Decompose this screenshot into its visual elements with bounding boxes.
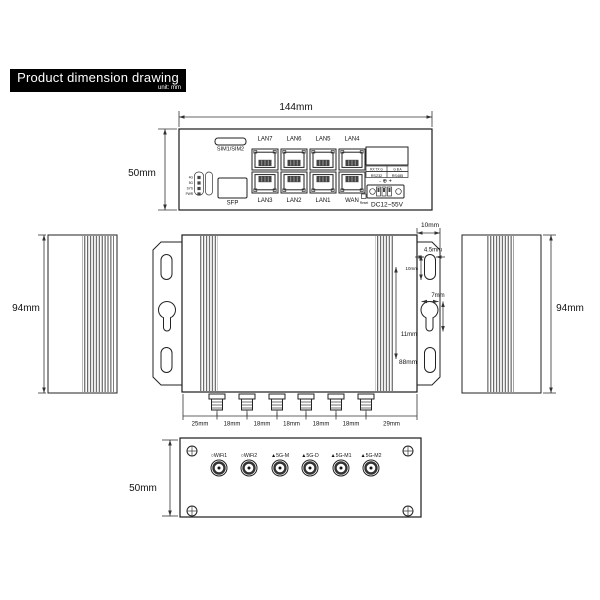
sim-slot-label: SIM1/SIM2 bbox=[216, 146, 245, 153]
mounting-flange-left bbox=[153, 242, 182, 385]
lan-port-label: LAN2 bbox=[286, 198, 302, 204]
mounting-keyhole bbox=[421, 301, 438, 331]
rj45-port bbox=[339, 172, 365, 193]
antenna-port-label: ▲5G-M1 bbox=[330, 453, 352, 459]
dim-slot-width-4-5mm bbox=[415, 248, 445, 259]
sfp-port bbox=[218, 178, 247, 198]
rj45-port bbox=[281, 149, 307, 170]
dim-label: 4.5mm bbox=[423, 247, 443, 254]
bottom-panel-outline bbox=[180, 438, 421, 517]
page-title: Product dimension drawing bbox=[17, 70, 179, 85]
mounting-flange-right bbox=[417, 242, 443, 385]
front-panel-view bbox=[128, 102, 432, 210]
rj45-port bbox=[310, 172, 336, 193]
antenna-spacing-label: 18mm bbox=[283, 421, 300, 428]
lan-port-label: WAN bbox=[345, 198, 359, 204]
dim-height-label: 94mm bbox=[556, 303, 584, 314]
rj45-port bbox=[252, 149, 278, 170]
power-terminal bbox=[367, 179, 404, 209]
corner-screw bbox=[403, 506, 413, 516]
lan-port-label: LAN3 bbox=[257, 198, 273, 204]
antenna-spacing-label: 29mm bbox=[383, 421, 400, 428]
dc-input-label: DC12~55V bbox=[371, 201, 403, 209]
side-view-left bbox=[12, 235, 117, 393]
rj45-port bbox=[252, 172, 278, 193]
led-label: 5G bbox=[188, 181, 193, 185]
dim-height-label: 50mm bbox=[128, 168, 156, 179]
sma-connector bbox=[302, 460, 318, 476]
dim-height-50mm bbox=[128, 129, 177, 210]
serial-pins-label: G B A bbox=[393, 167, 402, 172]
antenna-port-label: ▲5G-M bbox=[270, 453, 290, 459]
side-view-right bbox=[462, 235, 584, 393]
serial-pins-label: RX TX G bbox=[370, 167, 383, 172]
dim-height-label: 50mm bbox=[129, 483, 157, 494]
dim-width-144mm bbox=[179, 102, 432, 127]
sma-connector bbox=[272, 460, 288, 476]
lan-port-label: LAN4 bbox=[344, 136, 360, 143]
mounting-slot bbox=[425, 255, 436, 280]
heatsink-fins bbox=[200, 236, 218, 391]
sma-connector bbox=[333, 460, 349, 476]
rs232-label: RS232 bbox=[370, 173, 383, 178]
lan-port-label: LAN6 bbox=[286, 136, 302, 143]
reset-label: Reset bbox=[359, 201, 369, 206]
dim-label: 10mm bbox=[405, 266, 418, 271]
dim-height-label: 94mm bbox=[12, 303, 40, 314]
corner-screw bbox=[187, 506, 197, 516]
lan-port-label: LAN5 bbox=[315, 136, 331, 143]
dim-50mm-bottom bbox=[129, 440, 178, 516]
sfp-label: SFP bbox=[226, 200, 239, 207]
antenna-port-label: ▲5G-D bbox=[301, 453, 319, 459]
dim-flange-10mm bbox=[417, 222, 440, 248]
dim-slot-height-10mm bbox=[405, 255, 422, 280]
rj45-port bbox=[310, 149, 336, 170]
rs485-label: RS485 bbox=[391, 173, 404, 178]
dim-94mm-right bbox=[543, 235, 584, 393]
antenna-port-label: ○WiFi1 bbox=[210, 453, 228, 459]
dim-94mm-left bbox=[12, 235, 46, 393]
rj45-port bbox=[339, 149, 365, 170]
dim-label: 88mm bbox=[399, 359, 418, 366]
dim-label: 10mm bbox=[420, 222, 440, 229]
mounting-slot bbox=[161, 255, 172, 280]
dim-label: 11mm bbox=[400, 332, 418, 338]
lan-port-block bbox=[252, 137, 365, 205]
corner-screw bbox=[187, 446, 197, 456]
bottom-panel-view bbox=[129, 438, 421, 517]
antenna-spacing-label: 18mm bbox=[312, 421, 330, 428]
dim-width-label: 144mm bbox=[279, 102, 313, 113]
heatsink-fins bbox=[375, 236, 393, 391]
antenna-port-label: ▲5G-M2 bbox=[360, 453, 382, 459]
dim-keyhole-11mm bbox=[401, 302, 445, 339]
sma-connector bbox=[241, 460, 257, 476]
dim-keyhole-7mm bbox=[422, 293, 445, 303]
antenna-spacing-label: 18mm bbox=[253, 421, 271, 428]
antenna-spacing-label: 25mm bbox=[191, 421, 209, 428]
led-label: 4G bbox=[188, 175, 193, 180]
rj45-port bbox=[281, 172, 307, 193]
back-view bbox=[153, 222, 445, 428]
heatsink-fins bbox=[486, 236, 514, 392]
lan-port-label: LAN7 bbox=[257, 136, 273, 143]
corner-screw bbox=[403, 446, 413, 456]
lan-port-label: LAN1 bbox=[315, 198, 331, 204]
antenna-port-label: ○WiFi2 bbox=[240, 453, 258, 459]
led-label: SYS bbox=[186, 186, 193, 191]
led-indicator-panel bbox=[186, 172, 213, 196]
heatsink-fins bbox=[82, 236, 114, 392]
led-label: PWR bbox=[185, 192, 193, 196]
unit-note: unit: mm bbox=[157, 85, 181, 91]
sim-card-slot bbox=[215, 138, 246, 145]
antenna-spacing-label: 18mm bbox=[342, 421, 360, 428]
power-polarity-label: - ⊕ + bbox=[379, 178, 392, 185]
dim-label: 7mm bbox=[431, 293, 445, 299]
serial-terminal-block bbox=[366, 147, 408, 178]
antenna-spacing-label: 18mm bbox=[223, 421, 241, 428]
sma-connector bbox=[363, 460, 379, 476]
mounting-slot bbox=[161, 348, 172, 373]
dim-hole-spacing-88mm bbox=[394, 267, 417, 366]
mounting-slot bbox=[425, 348, 436, 373]
sma-connector bbox=[211, 460, 227, 476]
mounting-keyhole bbox=[159, 301, 176, 331]
